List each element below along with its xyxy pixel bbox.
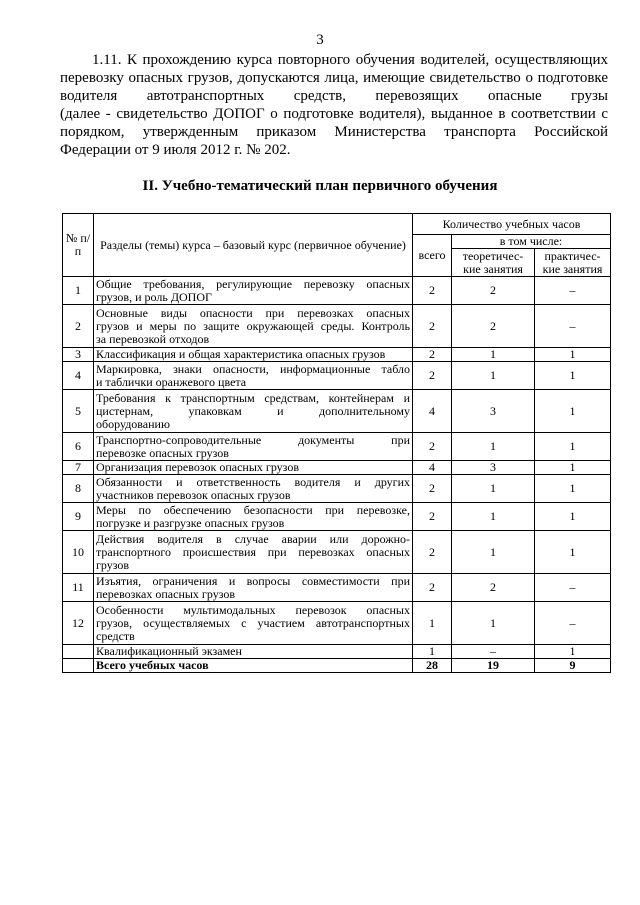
topic-line: средств (96, 628, 135, 643)
row-topic (94, 574, 413, 602)
table-row (63, 574, 611, 602)
row-topic (94, 475, 413, 503)
header-hours: Количество учебных часов (413, 214, 611, 235)
topic-line: Требования к транспортным средствам, контейнерам и (96, 390, 410, 405)
row-practice-hours: 1 (535, 503, 611, 531)
row-theory-hours: 1 (452, 531, 535, 574)
row-practice-hours: 1 (535, 433, 611, 461)
header-theory: теоретичес-кие занятия (452, 249, 535, 277)
topic-line: участников перевозок опасных грузов (96, 487, 291, 502)
row-total-hours: 4 (413, 390, 452, 433)
row-total-hours: 2 (413, 531, 452, 574)
row-topic (94, 433, 413, 461)
row-practice-hours: 1 (535, 348, 611, 362)
row-total-hours: 2 (413, 277, 452, 305)
row-total-hours: 2 (413, 574, 452, 602)
table-header (63, 214, 611, 277)
header-num: № п/п (63, 214, 94, 277)
topic-line: грузов и меры по защите окружающей среды. Контроль (96, 318, 410, 333)
row-total-hours: 2 (413, 305, 452, 348)
topic-line: Квалификационный экзамен (96, 644, 242, 658)
row-number: 9 (63, 503, 94, 531)
total-total-hours: 28 (413, 659, 452, 673)
section-title: II. Учебно-тематический план первичного обучения (142, 178, 498, 194)
topic-line: за перевозкой отходов (96, 331, 210, 346)
topic-line: Классификация и общая характеристика опасных грузов (96, 347, 386, 361)
row-topic (94, 305, 413, 348)
row-practice-hours: 1 (535, 531, 611, 574)
row-number (63, 645, 94, 659)
total-row-label: Всего учебных часов (94, 659, 413, 673)
paragraph-1-11 (60, 51, 608, 159)
topic-line: и таблички оранжевого цвета (96, 374, 247, 389)
row-theory-hours: 1 (452, 503, 535, 531)
paragraph-line: порядком, утвержденным приказом Министерства транспорта Российской (60, 124, 608, 140)
paragraph-line: перевозку опасных грузов, допускаются лица, имеющие свидетельство о подготовке (60, 70, 608, 86)
row-theory-hours: 2 (452, 574, 535, 602)
row-number: 3 (63, 348, 94, 362)
row-topic (94, 348, 413, 362)
row-practice-hours: 1 (535, 645, 611, 659)
row-topic (94, 602, 413, 645)
total-practice-hours: 9 (535, 659, 611, 673)
row-number: 12 (63, 602, 94, 645)
table-row (63, 475, 611, 503)
row-theory-hours: 3 (452, 390, 535, 433)
row-total-hours: 2 (413, 503, 452, 531)
row-theory-hours: 1 (452, 475, 535, 503)
topic-line: транспортного происшествия при перевозках опасных (96, 544, 410, 559)
header-sections: Разделы (темы) курса – базовый курс (первичное обучение) (94, 214, 413, 277)
row-topic (94, 461, 413, 475)
table-row (63, 503, 611, 531)
total-row (63, 659, 611, 673)
row-number: 10 (63, 531, 94, 574)
row-topic (94, 390, 413, 433)
row-number: 8 (63, 475, 94, 503)
topic-line: грузов, осуществляемых с участием автотранспортных (96, 615, 410, 630)
table-body (63, 277, 611, 673)
topic-line: цистернам, упаковкам и дополнительному (96, 403, 410, 418)
row-theory-hours: 1 (452, 362, 535, 390)
topic-line: грузов (96, 557, 130, 572)
row-practice-hours: – (535, 574, 611, 602)
topic-line: Маркировка, знаки опасности, информационные табло (96, 361, 410, 376)
row-practice-hours: 1 (535, 475, 611, 503)
topic-line: Обязанности и ответственность водителя и других (96, 474, 410, 489)
total-theory-hours: 19 (452, 659, 535, 673)
topic-line: Организация перевозок опасных грузов (96, 460, 300, 474)
table-row (63, 348, 611, 362)
row-number: 5 (63, 390, 94, 433)
table-row (63, 277, 611, 305)
row-practice-hours: – (535, 305, 611, 348)
row-theory-hours: 1 (452, 433, 535, 461)
table-row (63, 602, 611, 645)
topic-line: грузов, и роль ДОПОГ (96, 289, 212, 304)
topic-line: оборудованию (96, 416, 170, 431)
row-theory-hours: 1 (452, 348, 535, 362)
row-number: 11 (63, 574, 94, 602)
row-total-hours: 1 (413, 602, 452, 645)
topic-line: перевозке опасных грузов (96, 445, 229, 460)
row-practice-hours: – (535, 602, 611, 645)
table-row (63, 645, 611, 659)
row-topic (94, 277, 413, 305)
page-number: 3 (316, 32, 324, 48)
row-total-hours: 2 (413, 475, 452, 503)
row-theory-hours: – (452, 645, 535, 659)
topic-line: погрузке и разгрузке опасных грузов (96, 515, 285, 530)
row-total-hours: 1 (413, 645, 452, 659)
topic-line: Транспортно-сопроводительные документы при (96, 432, 410, 447)
row-practice-hours: – (535, 277, 611, 305)
paragraph-line: Федерации от 9 июля 2012 г. № 202. (60, 142, 291, 158)
row-number: 6 (63, 433, 94, 461)
topic-line: Изъятия, ограничения и вопросы совместимости при (96, 573, 410, 588)
topic-line: Основные виды опасности при перевозках опасных (96, 305, 410, 320)
header-total: всего (413, 235, 452, 277)
row-topic (94, 503, 413, 531)
row-topic (94, 531, 413, 574)
row-total-hours: 2 (413, 348, 452, 362)
header-practice: практичес-кие занятия (535, 249, 611, 277)
row-theory-hours: 3 (452, 461, 535, 475)
table-row (63, 433, 611, 461)
topic-line: перевозках опасных грузов (96, 586, 236, 601)
topic-line: Действия водителя в случае аварии или дорожно- (96, 531, 410, 546)
row-practice-hours: 1 (535, 390, 611, 433)
row-total-hours: 4 (413, 461, 452, 475)
row-total-hours: 2 (413, 433, 452, 461)
table-row (63, 305, 611, 348)
paragraph-line: (далее - свидетельство ДОПОГ о подготовке водителя), выданное в соответствии с (60, 106, 608, 122)
row-number: 1 (63, 277, 94, 305)
topic-line: Меры по обеспечению безопасности при перевозке, (96, 502, 410, 517)
row-number: 7 (63, 461, 94, 475)
row-practice-hours: 1 (535, 461, 611, 475)
topic-line: Общие требования, регулирующие перевозку опасных (96, 276, 410, 291)
row-theory-hours: 2 (452, 305, 535, 348)
table-row (63, 390, 611, 433)
row-topic (94, 362, 413, 390)
row-number: 4 (63, 362, 94, 390)
header-including: в том числе: (452, 235, 611, 249)
table-row (63, 461, 611, 475)
total-row-num (63, 659, 94, 673)
row-total-hours: 2 (413, 362, 452, 390)
row-theory-hours: 2 (452, 277, 535, 305)
curriculum-table (62, 213, 611, 673)
table-row (63, 362, 611, 390)
row-practice-hours: 1 (535, 362, 611, 390)
table-row (63, 531, 611, 574)
row-topic (94, 645, 413, 659)
paragraph-line: 1.11. К прохождению курса повторного обучения водителей, осуществляющих (92, 52, 608, 68)
paragraph-line: водителя автотранспортных средств, перевозящих опасные грузы (60, 88, 608, 104)
row-theory-hours: 1 (452, 602, 535, 645)
topic-line: Особенности мультимодальных перевозок опасных (96, 602, 410, 617)
row-number: 2 (63, 305, 94, 348)
